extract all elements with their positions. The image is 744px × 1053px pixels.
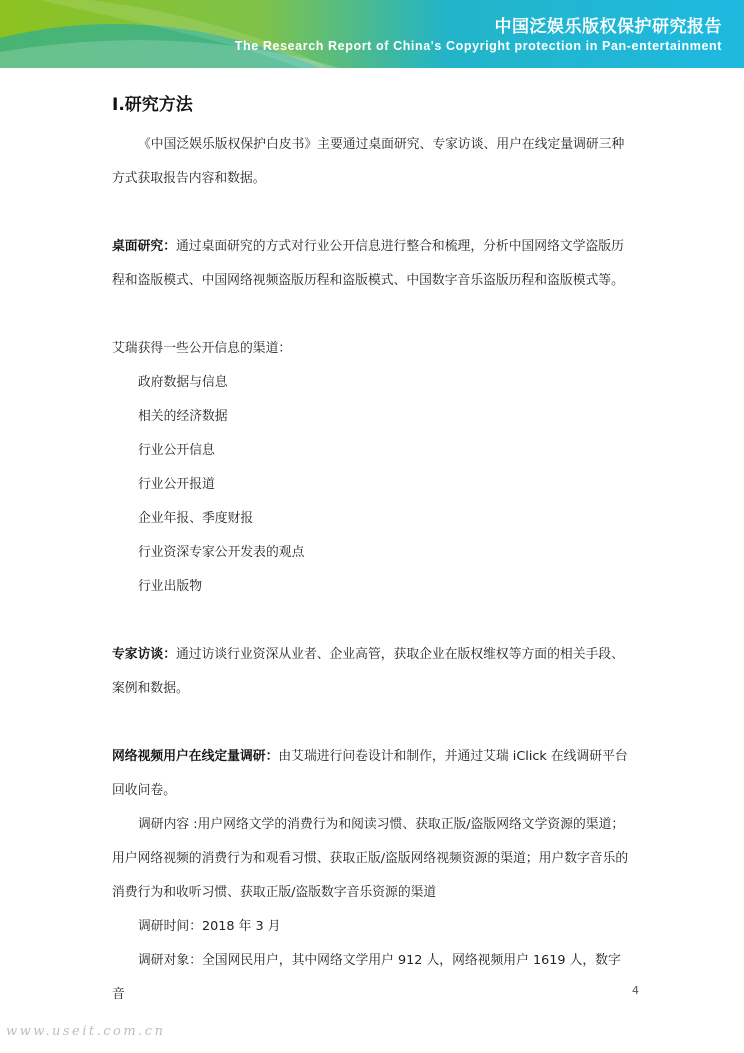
expert-interview-label: 专家访谈： [112,647,176,662]
section-heading: Ⅰ.研究方法 [112,95,193,115]
survey-time: 调研时间：2018 年 3 月 [138,919,281,934]
spacer [112,298,632,332]
watermark: www.useit.com.cn [6,1024,166,1039]
survey-paragraph [112,740,632,808]
list-item: 行业资深专家公开发表的观点 [138,545,305,560]
list-item: 企业年报、季度财报 [138,511,254,526]
header-banner [0,0,744,68]
page-number: 4 [632,984,639,997]
survey-text: 由艾瑞进行问卷设计和制作，并通过艾瑞 iClick 在线调研平台回收问卷。 [112,749,628,798]
desk-research-text: 通过桌面研究的方式对行业公开信息进行整合和梳理，分析中国网络文学盗版历程和盗版模式、中国网络视频盗版历程和盗版模式、中国数字音乐盗版历程和盗版模式等。 [112,239,624,288]
expert-interview-paragraph [112,638,632,706]
survey-content: 调研内容 :用户网络文学的消费行为和阅读习惯、获取正版/盗版网络文学资源的渠道；用户网络视频的消费行为和观看习惯、获取正版/盗版网络视频资源的渠道；用户数字音乐的消费行为和收听习惯、获取正版/盗版数字音乐资源的渠道 [112,817,629,900]
spacer [112,706,632,740]
list-item: 政府数据与信息 [138,375,228,390]
expert-interview-text: 通过访谈行业资深从业者、企业高管，获取企业在版权维权等方面的相关手段、案例和数据。 [112,647,624,696]
channels-intro: 艾瑞获得一些公开信息的渠道： [112,341,292,356]
list-item: 行业公开信息 [138,443,215,458]
intro-paragraph: 《中国泛娱乐版权保护白皮书》主要通过桌面研究、专家访谈、用户在线定量调研三种方式获取报告内容和数据。 [112,137,625,186]
list-item: 行业出版物 [138,579,202,594]
list-item: 相关的经济数据 [138,409,228,424]
desk-research-paragraph [112,230,632,298]
spacer [112,604,632,638]
report-title: 中国泛娱乐版权保护研究报告 [494,17,722,37]
survey-target: 调研对象：全国网民用户，其中网络文学用户 912 人，网络视频用户 1619 人，数字音 [112,953,621,1002]
main-content [112,92,632,1012]
spacer [112,196,632,230]
report-subtitle: The Research Report of China's Copyright protection in Pan-entertainment [234,39,722,53]
desk-research-label: 桌面研究： [112,239,176,254]
survey-label: 网络视频用户在线定量调研： [112,749,279,764]
list-item: 行业公开报道 [138,477,215,492]
channels-list [112,366,632,604]
